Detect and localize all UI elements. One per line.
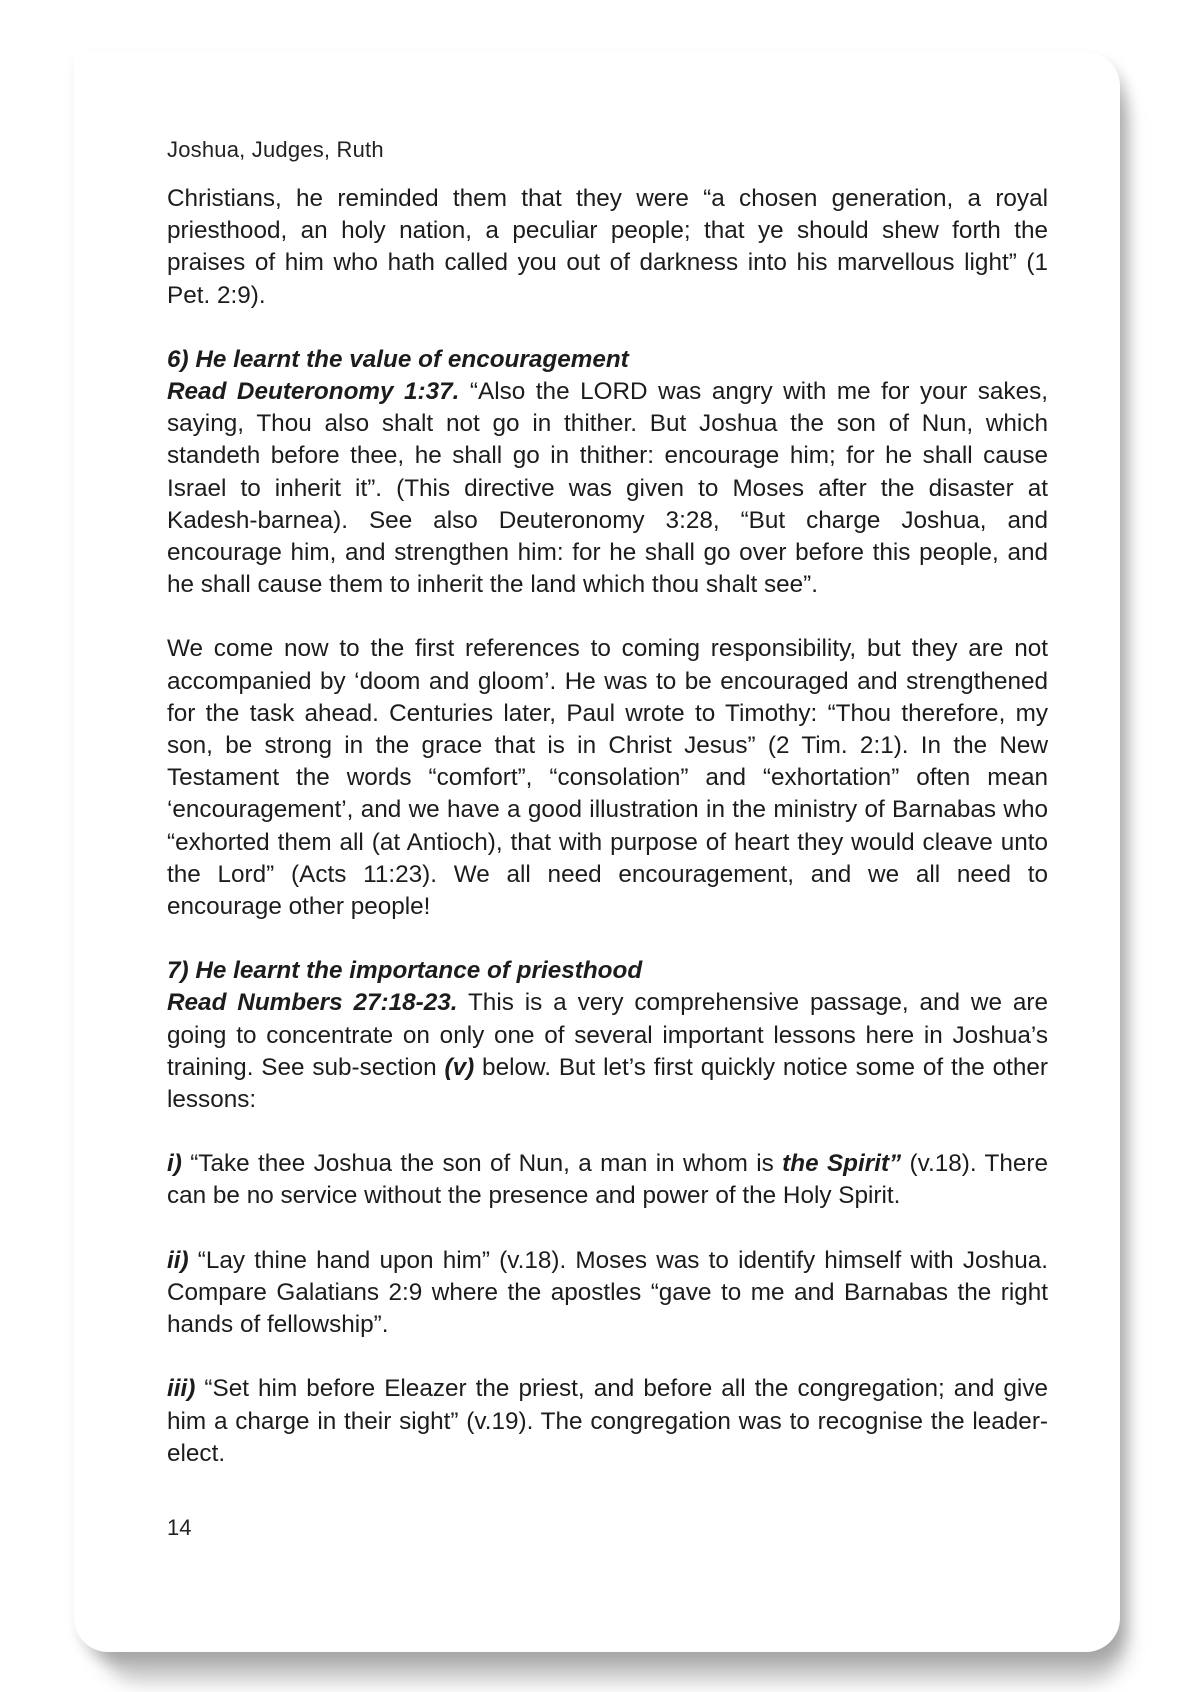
section-7-text-b: below. But let’s first quickly notice some of the other lessons: bbox=[167, 1053, 1048, 1114]
list-item-text: “Lay thine hand upon him” (v.18). Moses was to identify himself with Joshua. Compare Galatians 2:9 where the apostles “gave to me and Barnabas the right hands of fellowship”. bbox=[167, 1246, 1048, 1339]
section-7-sub-ref: (v) bbox=[444, 1053, 475, 1081]
book-page bbox=[74, 52, 1120, 1652]
section-7-text-a: This is a very comprehensive passage, and we are going to concentrate on only one of several important lessons here in Joshua’s training. See sub-section bbox=[167, 989, 1048, 1081]
list-item-text: “Set him before Eleazer the priest, and before all the congregation; and give him a charge in their sight” (v.19). The congregation was to recognise the leader-elect. bbox=[167, 1375, 1048, 1467]
section-7 bbox=[167, 955, 1048, 1116]
list-item-ii bbox=[167, 1245, 1048, 1342]
section-6-scripture-ref: Read Deuteronomy 1:37. bbox=[167, 378, 460, 406]
paragraph-continuation: Christians, he reminded them that they were “a chosen generation, a royal priesthood, an holy nation, a peculiar people; that ye should shew forth the praises of him who hath called you out of darkness into his marvellous light” (1 Pet. 2:9). bbox=[167, 185, 1048, 309]
list-item-label: iii) bbox=[167, 1375, 196, 1403]
list-item-iii bbox=[167, 1373, 1048, 1470]
paragraph-encouragement: We come now to the first references to coming responsibility, but they are not accompanied by ‘doom and gloom’. He was to be encouraged and strengthened for the task ahead. Centuries later, Paul wrote to Timothy: “Thou therefore, my son, be strong in the grace that is in Christ Jesus” (2 Tim. 2:1). In the New Testament the words “comfort”, “consolation” and “exhortation” often mean ‘encouragement’, and we have a good illustration in the ministry of Barnabas who “exhorted them all (at Antioch), that with purpose of heart they would cleave unto the Lord” (Acts 11:23). We all need encouragement, and we all need to encourage other people! bbox=[167, 635, 1048, 921]
section-6-text: “Also the LORD was angry with me for your sakes, saying, Thou also shalt not go in thither. But Joshua the son of Nun, which standeth before thee, he shall go in thither: encourage him; for he shall cause Israel to inherit it”. (This directive was given to Moses after the disaster at Kadesh-barnea). See also Deuteronomy 3:28, “But charge Joshua, and encourage him, and strengthen him: for he shall go over before this people, and he shall cause them to inherit the land which thou shalt see”. bbox=[167, 378, 1048, 599]
list-item-label: i) bbox=[167, 1150, 182, 1178]
section-6-heading: 6) He learnt the value of encouragement bbox=[167, 345, 629, 373]
section-7-scripture-ref: Read Numbers 27:18-23. bbox=[167, 989, 458, 1017]
running-head: Joshua, Judges, Ruth bbox=[167, 137, 384, 162]
list-item-emphasis: the Spirit” bbox=[782, 1150, 902, 1178]
list-item-text: (v.18). There can be no service without the presence and power of the Holy Spirit. bbox=[167, 1150, 1048, 1210]
body-text bbox=[167, 183, 1048, 1470]
list-item-text: “Take thee Joshua the son of Nun, a man in whom is bbox=[181, 1150, 783, 1178]
list-item-i bbox=[167, 1148, 1048, 1212]
section-6 bbox=[167, 344, 1048, 602]
section-7-heading: 7) He learnt the importance of priesthood bbox=[167, 957, 643, 985]
page-number: 14 bbox=[167, 1515, 192, 1540]
list-item-label: ii) bbox=[167, 1246, 189, 1274]
